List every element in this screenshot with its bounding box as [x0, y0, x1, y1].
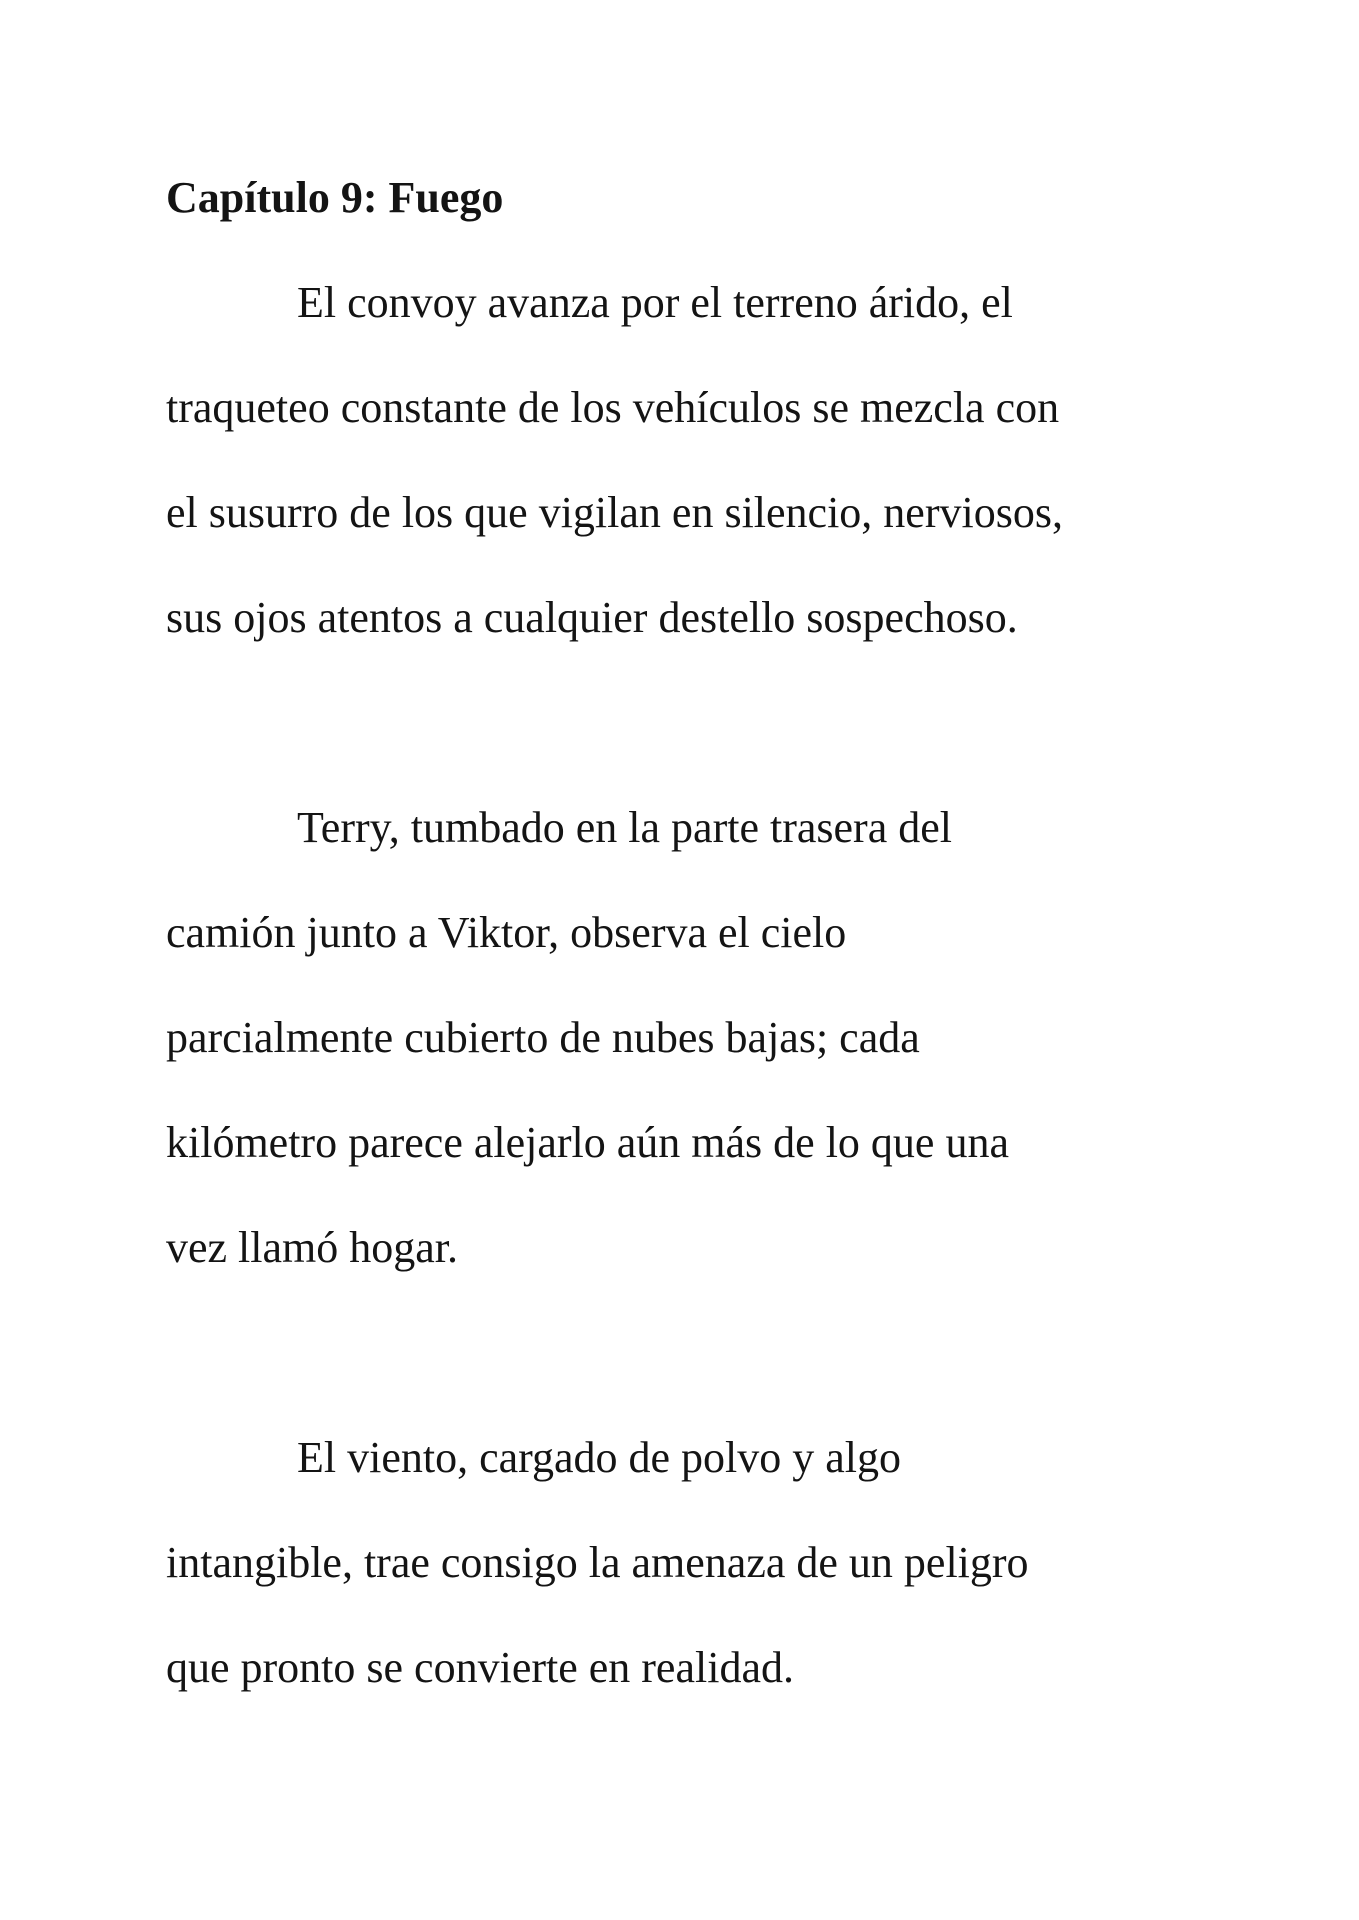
paragraph	[166, 775, 1226, 1300]
paragraph-line: sus ojos atentos a cualquier destello sospechoso.	[166, 593, 1018, 642]
paragraph-line: El viento, cargado de polvo y algo	[297, 1433, 902, 1482]
paragraph-line: camión junto a Viktor, observa el cielo	[166, 908, 847, 957]
paragraph-line: el susurro de los que vigilan en silencio, nerviosos,	[166, 488, 1063, 537]
paragraph	[166, 250, 1226, 670]
paragraph-line: vez llamó hogar.	[166, 1223, 459, 1272]
paragraph-line: Terry, tumbado en la parte trasera del	[297, 803, 952, 852]
chapter-title: Capítulo 9: Fuego	[166, 173, 504, 222]
paragraph	[166, 1405, 1226, 1720]
paragraph-line: que pronto se convierte en realidad.	[166, 1643, 794, 1692]
paragraph-line: El convoy avanza por el terreno árido, el	[297, 278, 1013, 327]
paragraph-line: parcialmente cubierto de nubes bajas; cada	[166, 1013, 920, 1062]
paragraph-line: kilómetro parece alejarlo aún más de lo que una	[166, 1118, 1009, 1167]
paragraph-line: traqueteo constante de los vehículos se mezcla con	[166, 383, 1060, 432]
paragraph-line: intangible, trae consigo la amenaza de un peligro	[166, 1538, 1029, 1587]
